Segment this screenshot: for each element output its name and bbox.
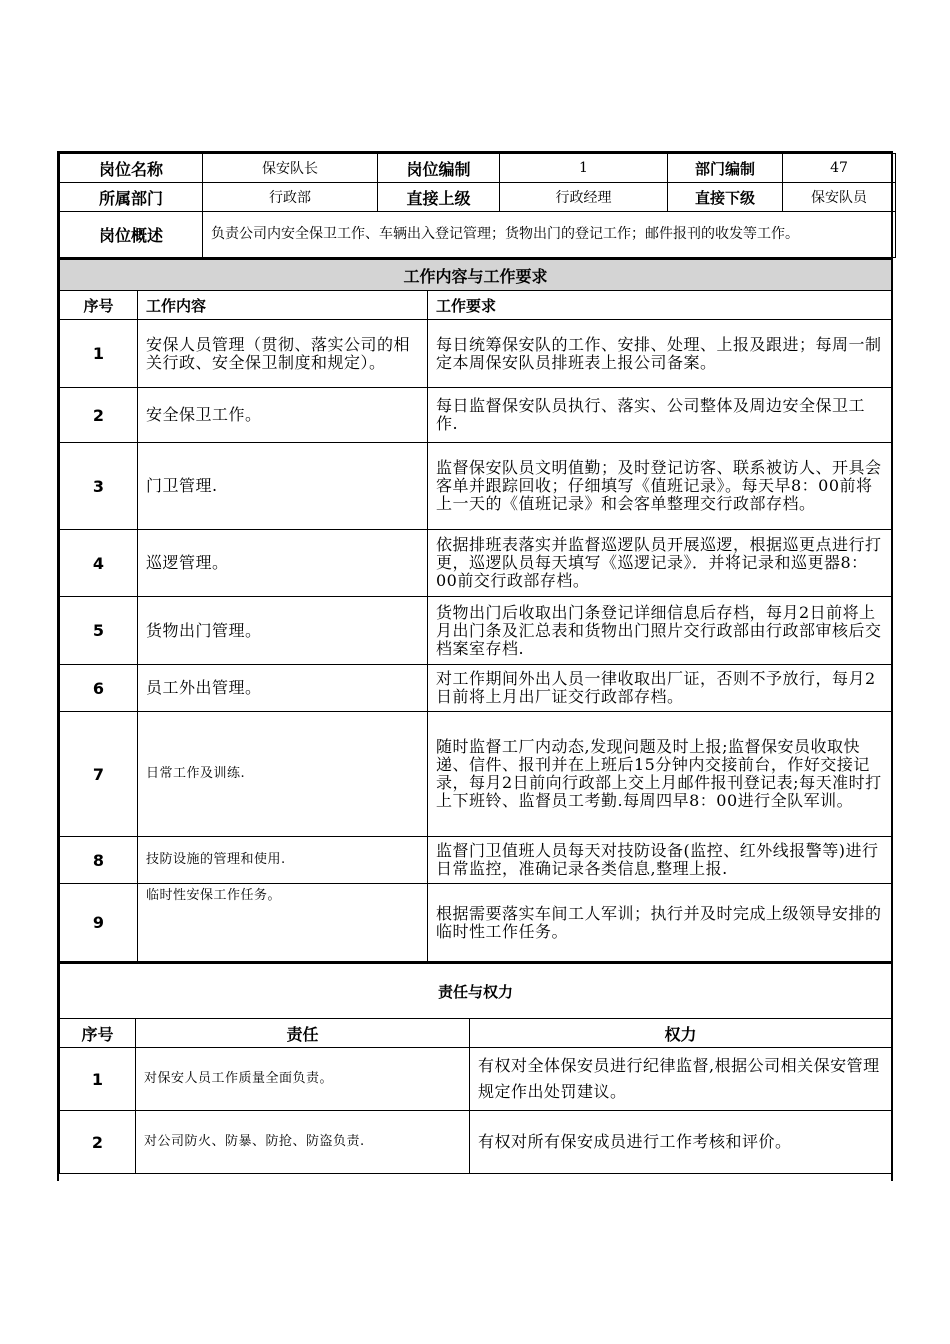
- duty-requirement: 监督保安队员文明值勤；及时登记访客、联系被访人、开具会客单并跟踪回收；仔细填写《值班记录》。每天早8：00前将上一天的《值班记录》和会客单整理交行政部存档。: [428, 443, 892, 530]
- duty-content: 货物出门管理。: [138, 597, 428, 665]
- duty-no: 7: [60, 712, 138, 837]
- summary-label: 岗位概述: [60, 212, 203, 258]
- duty-content: 员工外出管理。: [138, 665, 428, 712]
- duty-content: 日常工作及训练.: [138, 712, 428, 837]
- headcount-label: 岗位编制: [378, 154, 500, 183]
- duties-col-content: 工作内容: [138, 291, 428, 320]
- responsibility-section-title: 责任与权力: [60, 963, 892, 1019]
- resp-responsibility: 对保安人员工作质量全面负责。: [136, 1048, 470, 1111]
- superior-value: 行政经理: [500, 183, 668, 212]
- dept-headcount-value: 47: [783, 154, 896, 183]
- duty-no: 4: [60, 530, 138, 597]
- resp-col-authority: 权力: [470, 1019, 892, 1048]
- summary-text: 负责公司内安全保卫工作、车辆出入登记管理；货物出门的登记工作；邮件报刊的收发等工作。: [203, 212, 896, 258]
- duty-content: 安保人员管理（贯彻、落实公司的相关行政、安全保卫制度和规定）。: [138, 320, 428, 388]
- table-row: [60, 665, 892, 712]
- duties-col-no: 序号: [60, 291, 138, 320]
- duty-requirement: 每日统筹保安队的工作、安排、处理、上报及跟进；每周一制定本周保安队员排班表上报公司备案。: [428, 320, 892, 388]
- table-row: [60, 712, 892, 837]
- table-row: [60, 443, 892, 530]
- duty-requirement: 根据需要落实车间工人军训；执行并及时完成上级领导安排的临时性工作任务。: [428, 884, 892, 962]
- duty-requirement: 对工作期间外出人员一律收取出厂证，否则不予放行，每月2日前将上月出厂证交行政部存档。: [428, 665, 892, 712]
- duty-content: 门卫管理.: [138, 443, 428, 530]
- duty-no: 3: [60, 443, 138, 530]
- department-value: 行政部: [203, 183, 378, 212]
- table-row: [60, 530, 892, 597]
- duty-requirement: 货物出门后收取出门条登记详细信息后存档，每月2日前将上月出门条及汇总表和货物出门照片交行政部由行政部审核后交档案室存档.: [428, 597, 892, 665]
- duties-section-title: 工作内容与工作要求: [60, 259, 892, 291]
- header-table: [59, 153, 896, 258]
- duty-no: 8: [60, 837, 138, 884]
- duties-col-requirement: 工作要求: [428, 291, 892, 320]
- dept-headcount-label: 部门编制: [668, 154, 783, 183]
- position-name-value: 保安队长: [203, 154, 378, 183]
- resp-no: 1: [60, 1048, 136, 1111]
- duty-content: 安全保卫工作。: [138, 388, 428, 443]
- duty-no: 9: [60, 884, 138, 962]
- position-name-label: 岗位名称: [60, 154, 203, 183]
- duty-content: 技防设施的管理和使用.: [138, 837, 428, 884]
- duty-no: 1: [60, 320, 138, 388]
- duty-no: 5: [60, 597, 138, 665]
- duty-content: 临时性安保工作任务。: [138, 884, 428, 962]
- duty-no: 6: [60, 665, 138, 712]
- table-row: [60, 320, 892, 388]
- table-row: [60, 1111, 892, 1174]
- duty-requirement: 随时监督工厂内动态,发现问题及时上报;监督保安员收取快递、信件、报刊并在上班后15分钟内交接前台，作好交接记录，每月2日前向行政部上交上月邮件报刊登记表;每天准时打上下班铃、监督员工考勤.每周四早8：00进行全队军训。: [428, 712, 892, 837]
- resp-authority: 有权对所有保安成员进行工作考核和评价。: [470, 1111, 892, 1174]
- subordinate-value: 保安队员: [783, 183, 896, 212]
- department-label: 所属部门: [60, 183, 203, 212]
- responsibility-table: [59, 962, 892, 1174]
- superior-label: 直接上级: [378, 183, 500, 212]
- table-row: [60, 597, 892, 665]
- resp-responsibility: 对公司防火、防暴、防抢、防盗负责.: [136, 1111, 470, 1174]
- resp-col-responsibility: 责任: [136, 1019, 470, 1048]
- duty-requirement: 监督门卫值班人员每天对技防设备(监控、红外线报警等)进行日常监控，准确记录各类信息,整理上报.: [428, 837, 892, 884]
- headcount-value: 1: [500, 154, 668, 183]
- resp-no: 2: [60, 1111, 136, 1174]
- duty-content: 巡逻管理。: [138, 530, 428, 597]
- table-row: [60, 1048, 892, 1111]
- table-row: [60, 837, 892, 884]
- resp-authority: 有权对全体保安员进行纪律监督,根据公司相关保安管理规定作出处罚建议。: [470, 1048, 892, 1111]
- table-row: [60, 884, 892, 962]
- duty-no: 2: [60, 388, 138, 443]
- job-description-form: [57, 151, 893, 1181]
- duty-requirement: 每日监督保安队员执行、落实、公司整体及周边安全保卫工作.: [428, 388, 892, 443]
- duty-requirement: 依据排班表落实并监督巡逻队员开展巡逻，根据巡更点进行打更，巡逻队员每天填写《巡逻记录》．并将记录和巡更器8：00前交行政部存档。: [428, 530, 892, 597]
- resp-col-no: 序号: [60, 1019, 136, 1048]
- duties-table: [59, 258, 892, 962]
- subordinate-label: 直接下级: [668, 183, 783, 212]
- table-row: [60, 388, 892, 443]
